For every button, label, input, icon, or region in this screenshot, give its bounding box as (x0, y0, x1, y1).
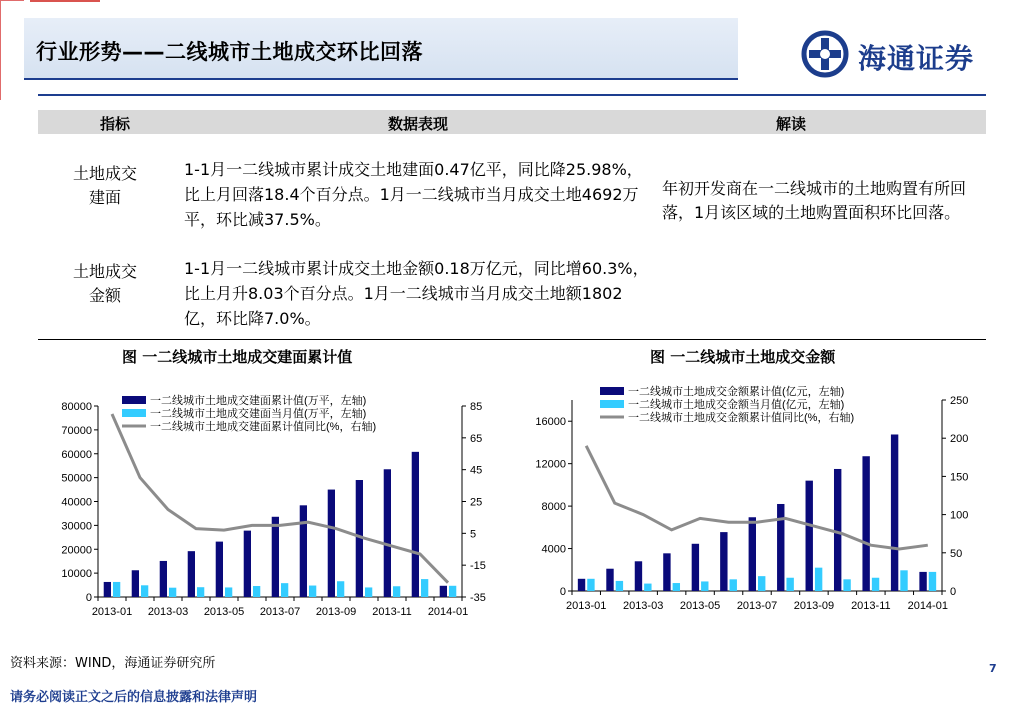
bar (872, 578, 879, 591)
bar (701, 581, 708, 591)
bar (578, 579, 585, 591)
data-land-amount: 1-1月一二线城市累计成交土地金额0.18万亿元，同比增60.3%，比上月升8.03个百分点。1月一二线城市当月成交土地额1802亿，环比降7.0%。 (184, 259, 649, 328)
x-tick-label: 2013-07 (736, 600, 778, 612)
y-tick-label-right: -35 (470, 592, 486, 604)
x-tick-label: 2013-09 (315, 606, 357, 618)
bar (929, 572, 936, 591)
metric-line: 土地成交 (72, 262, 137, 281)
y-tick-label-left: 0 (559, 586, 566, 598)
bar (692, 544, 699, 591)
y-tick-label-right: 100 (950, 509, 969, 522)
y-tick-label-right: 25 (470, 496, 483, 509)
y-tick-label-right: 200 (950, 433, 969, 446)
bar (815, 568, 822, 591)
header-metric: 指标 (100, 115, 131, 133)
y-tick-label-right: 65 (470, 432, 483, 445)
bar (644, 584, 651, 591)
bar (758, 576, 765, 591)
header-data: 数据表现 (388, 115, 449, 133)
y-tick-label-left: 30000 (61, 520, 92, 533)
legend-label: 一二线城市土地成交金额累计值同比(%，右轴) (628, 412, 855, 424)
y-tick-label-right: 150 (950, 471, 969, 484)
y-tick-label-right: 5 (470, 528, 477, 541)
y-tick-label-left: 8000 (541, 501, 566, 514)
y-tick-label-left: 80000 (61, 401, 92, 413)
y-tick-label-left: 70000 (61, 424, 92, 437)
bar (786, 578, 793, 591)
bar (843, 579, 850, 591)
x-tick-label: 2013-11 (851, 600, 891, 612)
y-tick-label-right: 45 (470, 464, 483, 477)
y-tick-label-right: 50 (950, 547, 963, 560)
y-tick-label-right: 85 (470, 401, 483, 413)
x-tick-label: 2013-05 (203, 606, 245, 618)
bar (587, 579, 594, 591)
page-number: 7 (989, 662, 997, 675)
x-tick-label: 2013-01 (91, 606, 133, 618)
x-tick-label: 2014-01 (427, 606, 469, 618)
y-tick-label-left: 4000 (541, 543, 566, 556)
bar (635, 561, 642, 591)
legend-label: 一二线城市土地成交建面当月值(万平，左轴) (150, 408, 367, 420)
bar (834, 469, 841, 591)
metric-line: 建面 (88, 188, 121, 207)
x-tick-label: 2014-01 (907, 600, 948, 612)
bar (891, 434, 898, 591)
legend-label: 一二线城市土地成交金额累计值(亿元，左轴) (628, 386, 845, 398)
y-tick-label-left: 0 (85, 592, 92, 604)
y-tick-label-left: 40000 (61, 496, 92, 509)
x-tick-label: 2013-05 (679, 600, 721, 612)
legend-swatch (600, 387, 624, 395)
legend-swatch (600, 400, 624, 408)
x-tick-label: 2013-11 (372, 606, 412, 618)
chart-title-area: 图 一二线城市土地成交建面累计值 (122, 348, 353, 366)
header-interpretation: 解读 (776, 115, 807, 133)
bar (720, 532, 727, 591)
bar (749, 517, 756, 591)
legend-label: 一二线城市土地成交建面累计值同比(%，右轴) (150, 421, 377, 433)
bar (673, 583, 680, 591)
x-tick-label: 2013-07 (259, 606, 301, 618)
y-tick-label-left: 12000 (535, 458, 566, 471)
metric-line: 金额 (88, 286, 121, 305)
bar (730, 579, 737, 591)
bar (900, 570, 907, 591)
legend-label: 一二线城市土地成交金额当月值(亿元，左轴) (628, 399, 845, 411)
bar (919, 572, 926, 591)
bar (862, 456, 869, 591)
y-tick-label-right: 250 (950, 395, 969, 407)
disclaimer-link[interactable]: 请务必阅读正文之后的信息披露和法律声明 (10, 690, 258, 705)
data-land-area: 1-1月一二线城市累计成交土地建面0.47亿平，同比降25.98%，比上月回落18.4个百分点。1月一二线城市当月成交土地4692万平，环比减37.5%。 (184, 160, 643, 229)
bar (663, 553, 670, 591)
y-tick-label-right: 0 (950, 586, 957, 598)
x-tick-label: 2013-03 (147, 606, 189, 618)
chart-title-amount: 图 一二线城市土地成交金额 (650, 348, 836, 366)
x-tick-label: 2013-09 (793, 600, 835, 612)
y-tick-label-left: 10000 (61, 568, 92, 581)
bar (806, 481, 813, 591)
y-tick-label-left: 16000 (535, 416, 566, 429)
y-tick-label-left: 60000 (61, 448, 92, 461)
interpretation-text: 年初开发商在一二线城市的土地购置有所回落，1月该区域的土地购置面积环比回落。 (662, 179, 967, 222)
metric-line: 土地成交 (72, 164, 137, 183)
logo-text: 海通证券 (858, 42, 975, 75)
y-tick-label-right: -15 (470, 560, 486, 573)
bar (616, 581, 623, 591)
y-tick-label-left: 20000 (61, 544, 92, 557)
x-tick-label: 2013-03 (622, 600, 664, 612)
y-tick-label-left: 50000 (61, 472, 92, 485)
bar (606, 569, 613, 591)
legend-label: 一二线城市土地成交建面累计值(万平，左轴) (150, 395, 367, 407)
source-note: 资料来源：WIND，海通证券研究所 (10, 656, 216, 671)
page-title: 行业形势——二线城市土地成交环比回落 (36, 40, 423, 64)
series-line (586, 446, 928, 549)
x-tick-label: 2013-01 (566, 600, 607, 612)
bar (777, 504, 784, 591)
